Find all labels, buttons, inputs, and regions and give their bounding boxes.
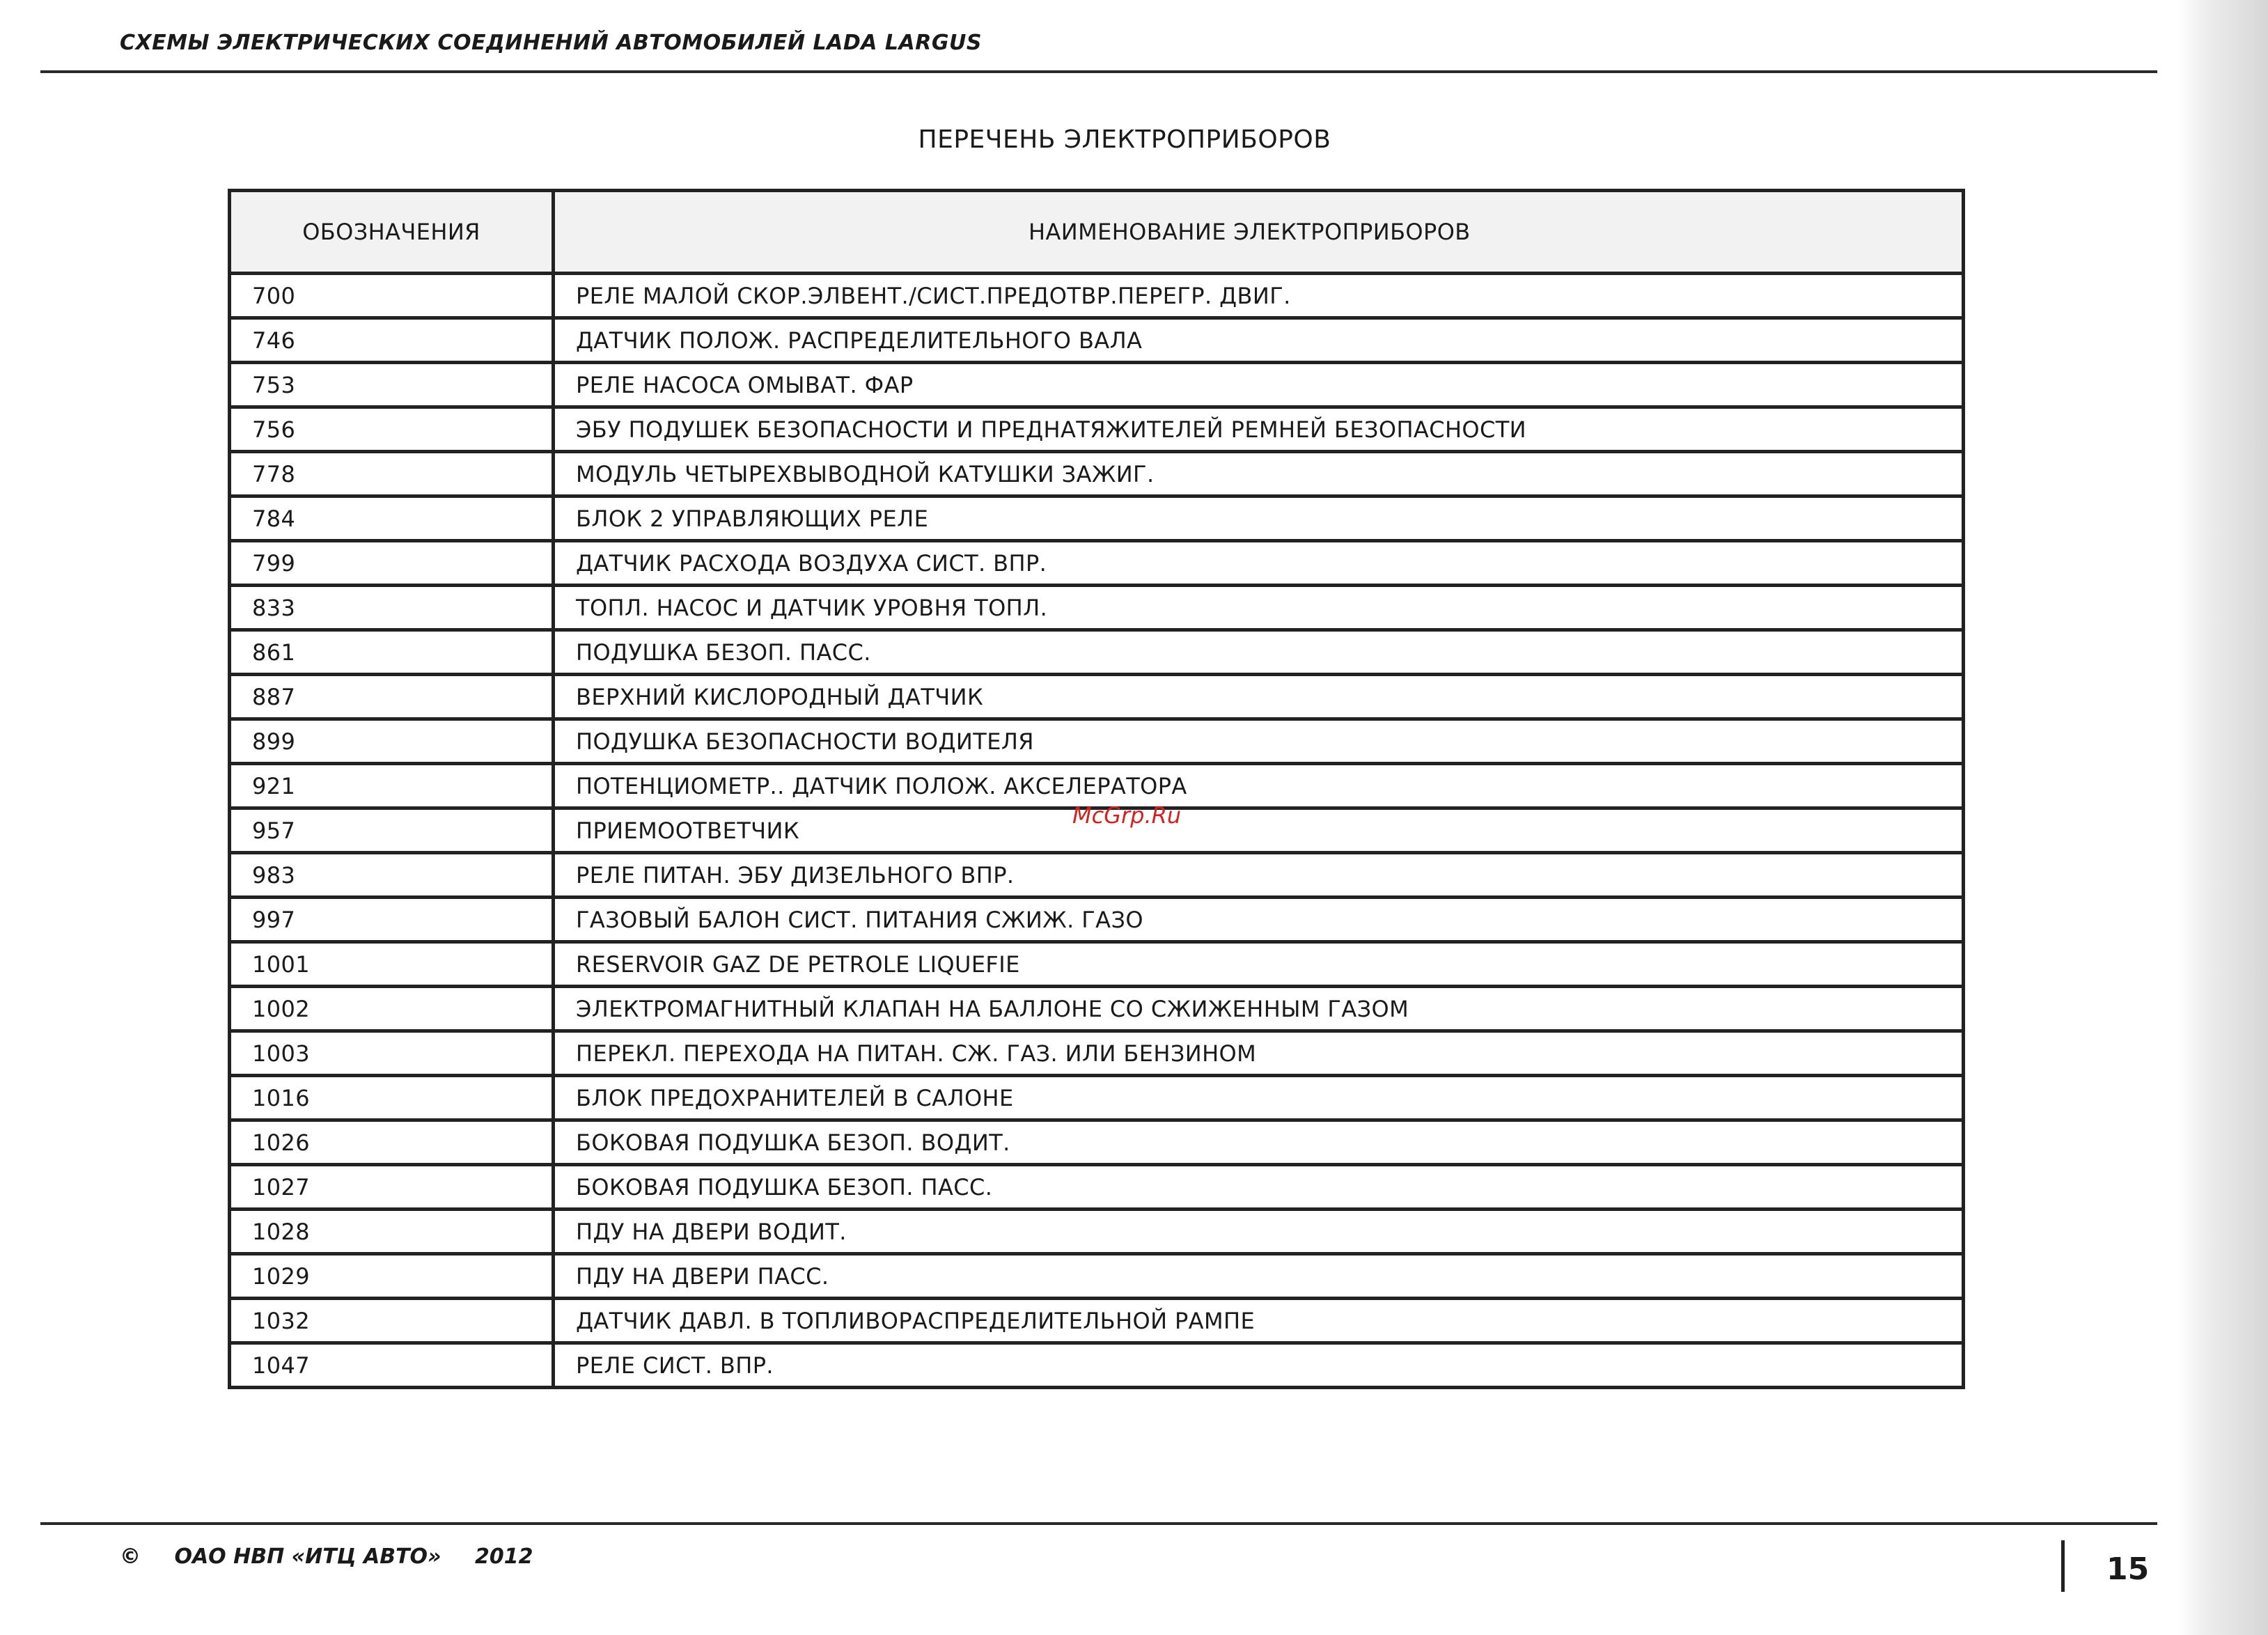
table-row bbox=[230, 675, 1964, 719]
table-row bbox=[230, 274, 1964, 318]
device-name-cell: RESERVOIR GAZ DE PETROLE LIQUEFIE bbox=[554, 942, 1964, 987]
document-title: ПЕРЕЧЕНЬ ЭЛЕКТРОПРИБОРОВ bbox=[918, 125, 1331, 154]
device-name-cell: ТОПЛ. НАСОС И ДАТЧИК УРОВНЯ ТОПЛ. bbox=[554, 586, 1964, 630]
device-code-cell: 1002 bbox=[230, 987, 554, 1031]
table-row bbox=[230, 407, 1964, 452]
device-code-cell: 1027 bbox=[230, 1165, 554, 1210]
table-row bbox=[230, 496, 1964, 541]
table-row bbox=[230, 719, 1964, 764]
table-row bbox=[230, 1210, 1964, 1254]
column-header-name: НАИМЕНОВАНИЕ ЭЛЕКТРОПРИБОРОВ bbox=[554, 191, 1964, 274]
table-row bbox=[230, 1299, 1964, 1343]
footer-year: 2012 bbox=[475, 1544, 533, 1569]
device-name-cell: ЭБУ ПОДУШЕК БЕЗОПАСНОСТИ И ПРЕДНАТЯЖИТЕЛЕЙ РЕМНЕЙ БЕЗОПАСНОСТИ bbox=[554, 407, 1964, 452]
device-code-cell: 1029 bbox=[230, 1254, 554, 1299]
table-row bbox=[230, 987, 1964, 1031]
copyright-symbol: © bbox=[120, 1544, 141, 1569]
footer-organization: ОАО НВП «ИТЦ АВТО» bbox=[174, 1544, 441, 1569]
device-code-cell: 1026 bbox=[230, 1120, 554, 1165]
page-number: 15 bbox=[2106, 1551, 2150, 1587]
device-code-cell: 1016 bbox=[230, 1076, 554, 1120]
device-name-cell: ВЕРХНИЙ КИСЛОРОДНЫЙ ДАТЧИК bbox=[554, 675, 1964, 719]
footer-rule bbox=[40, 1522, 2157, 1525]
column-header-code: ОБОЗНАЧЕНИЯ bbox=[230, 191, 554, 274]
table-row bbox=[230, 586, 1964, 630]
table-row bbox=[230, 1076, 1964, 1120]
table-row bbox=[230, 452, 1964, 496]
device-code-cell: 746 bbox=[230, 318, 554, 363]
device-name-cell: ПДУ НА ДВЕРИ ПАСС. bbox=[554, 1254, 1964, 1299]
device-name-cell: ПДУ НА ДВЕРИ ВОДИТ. bbox=[554, 1210, 1964, 1254]
device-code-cell: 997 bbox=[230, 898, 554, 942]
device-code-cell: 1047 bbox=[230, 1343, 554, 1388]
scan-page-edge bbox=[2177, 0, 2268, 1635]
device-name-cell: БОКОВАЯ ПОДУШКА БЕЗОП. ВОДИТ. bbox=[554, 1120, 1964, 1165]
device-name-cell: БЛОК 2 УПРАВЛЯЮЩИХ РЕЛЕ bbox=[554, 496, 1964, 541]
table-row bbox=[230, 942, 1964, 987]
device-name-cell: ЭЛЕКТРОМАГНИТНЫЙ КЛАПАН НА БАЛЛОНЕ СО СЖИЖЕННЫМ ГАЗОМ bbox=[554, 987, 1964, 1031]
device-code-cell: 1001 bbox=[230, 942, 554, 987]
device-code-cell: 861 bbox=[230, 630, 554, 675]
device-name-cell: ДАТЧИК ДАВЛ. В ТОПЛИВОРАСПРЕДЕЛИТЕЛЬНОЙ РАМПЕ bbox=[554, 1299, 1964, 1343]
device-code-cell: 833 bbox=[230, 586, 554, 630]
device-code-cell: 1032 bbox=[230, 1299, 554, 1343]
table-row bbox=[230, 1031, 1964, 1076]
device-name-cell: ГАЗОВЫЙ БАЛОН СИСТ. ПИТАНИЯ СЖИЖ. ГАЗО bbox=[554, 898, 1964, 942]
device-name-cell: РЕЛЕ НАСОСА ОМЫВАТ. ФАР bbox=[554, 363, 1964, 407]
device-code-cell: 887 bbox=[230, 675, 554, 719]
watermark-text: McGrp.Ru bbox=[1072, 802, 1182, 829]
table-header-row bbox=[230, 191, 1964, 274]
table-row bbox=[230, 764, 1964, 808]
device-name-cell: МОДУЛЬ ЧЕТЫРЕХВЫВОДНОЙ КАТУШКИ ЗАЖИГ. bbox=[554, 452, 1964, 496]
table-body bbox=[230, 274, 1964, 1388]
table-row bbox=[230, 363, 1964, 407]
table-row bbox=[230, 1120, 1964, 1165]
device-code-cell: 983 bbox=[230, 853, 554, 898]
device-name-cell: ПЕРЕКЛ. ПЕРЕХОДА НА ПИТАН. СЖ. ГАЗ. ИЛИ БЕНЗИНОМ bbox=[554, 1031, 1964, 1076]
device-code-cell: 778 bbox=[230, 452, 554, 496]
device-name-cell: ПОДУШКА БЕЗОП. ПАСС. bbox=[554, 630, 1964, 675]
device-code-cell: 700 bbox=[230, 274, 554, 318]
table-row bbox=[230, 853, 1964, 898]
device-name-cell: ПОДУШКА БЕЗОПАСНОСТИ ВОДИТЕЛЯ bbox=[554, 719, 1964, 764]
table-row bbox=[230, 1165, 1964, 1210]
table-row bbox=[230, 898, 1964, 942]
device-code-cell: 899 bbox=[230, 719, 554, 764]
footer-copyright bbox=[120, 1544, 560, 1569]
device-name-cell: РЕЛЕ ПИТАН. ЭБУ ДИЗЕЛЬНОГО ВПР. bbox=[554, 853, 1964, 898]
device-code-cell: 753 bbox=[230, 363, 554, 407]
device-code-cell: 1003 bbox=[230, 1031, 554, 1076]
device-code-cell: 784 bbox=[230, 496, 554, 541]
page-number-divider bbox=[2061, 1540, 2065, 1592]
device-code-cell: 921 bbox=[230, 764, 554, 808]
electrical-devices-table bbox=[228, 189, 1965, 1389]
device-code-cell: 799 bbox=[230, 541, 554, 586]
table-row bbox=[230, 541, 1964, 586]
device-name-cell: ДАТЧИК ПОЛОЖ. РАСПРЕДЕЛИТЕЛЬНОГО ВАЛА bbox=[554, 318, 1964, 363]
device-name-cell: ДАТЧИК РАСХОДА ВОЗДУХА СИСТ. ВПР. bbox=[554, 541, 1964, 586]
table-row bbox=[230, 318, 1964, 363]
device-code-cell: 756 bbox=[230, 407, 554, 452]
device-name-cell: ПРИЕМООТВЕТЧИК bbox=[554, 808, 1964, 853]
running-header-title: СХЕМЫ ЭЛЕКТРИЧЕСКИХ СОЕДИНЕНИЙ АВТОМОБИЛЕЙ LADA LARGUS bbox=[120, 31, 982, 55]
device-code-cell: 957 bbox=[230, 808, 554, 853]
device-name-cell: БЛОК ПРЕДОХРАНИТЕЛЕЙ В САЛОНЕ bbox=[554, 1076, 1964, 1120]
device-code-cell: 1028 bbox=[230, 1210, 554, 1254]
device-name-cell: ПОТЕНЦИОМЕТР.. ДАТЧИК ПОЛОЖ. АКСЕЛЕРАТОРА bbox=[554, 764, 1964, 808]
table-row bbox=[230, 1343, 1964, 1388]
header-rule bbox=[40, 70, 2157, 73]
device-name-cell: БОКОВАЯ ПОДУШКА БЕЗОП. ПАСС. bbox=[554, 1165, 1964, 1210]
device-name-cell: РЕЛЕ МАЛОЙ СКОР.ЭЛВЕНТ./СИСТ.ПРЕДОТВР.ПЕРЕГР. ДВИГ. bbox=[554, 274, 1964, 318]
table-row bbox=[230, 1254, 1964, 1299]
table-row bbox=[230, 630, 1964, 675]
device-name-cell: РЕЛЕ СИСТ. ВПР. bbox=[554, 1343, 1964, 1388]
